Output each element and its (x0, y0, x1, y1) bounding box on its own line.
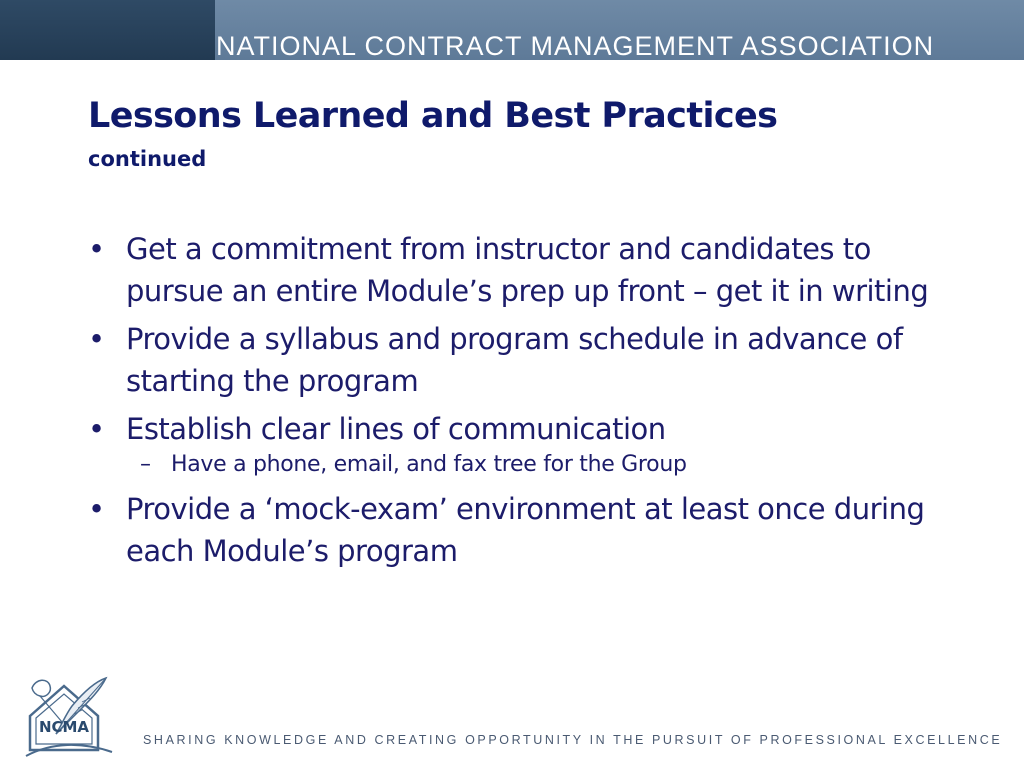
slide-title: Lessons Learned and Best Practices (88, 96, 778, 136)
bullet-dot: • (88, 322, 105, 356)
bullet-item (88, 318, 948, 402)
bullet-dot: • (88, 492, 105, 526)
header-dark-block (0, 0, 215, 60)
logo-text: NCMA (38, 718, 90, 736)
bullet-text: Get a commitment from instructor and candidates to pursue an entire Module’s prep up front – get it in writing (126, 232, 929, 308)
sub-bullet-text: Have a phone, email, and fax tree for the Group (171, 452, 687, 477)
bullet-text: Provide a syllabus and program schedule in advance of starting the program (126, 322, 903, 398)
bullet-text: Establish clear lines of communication (126, 412, 666, 446)
sub-bullet-item (88, 450, 948, 480)
organization-name: NATIONAL CONTRACT MANAGEMENT ASSOCIATION (216, 31, 935, 61)
bullet-dot: • (88, 412, 105, 446)
ncma-logo (22, 672, 116, 758)
bullet-item (88, 408, 948, 450)
bullet-item (88, 488, 948, 572)
bullet-text: Provide a ‘mock-exam’ environment at least once during each Module’s program (126, 492, 925, 568)
bullet-list (88, 228, 948, 578)
bullet-item (88, 228, 948, 312)
bullet-dot: • (88, 232, 105, 266)
logo-helmet (32, 680, 50, 696)
footer-tagline: SHARING KNOWLEDGE AND CREATING OPPORTUNITY IN THE PURSUIT OF PROFESSIONAL EXCELLENCE (143, 733, 1003, 747)
slide-subtitle: continued (88, 147, 207, 171)
sub-bullet-dash: – (140, 452, 151, 477)
